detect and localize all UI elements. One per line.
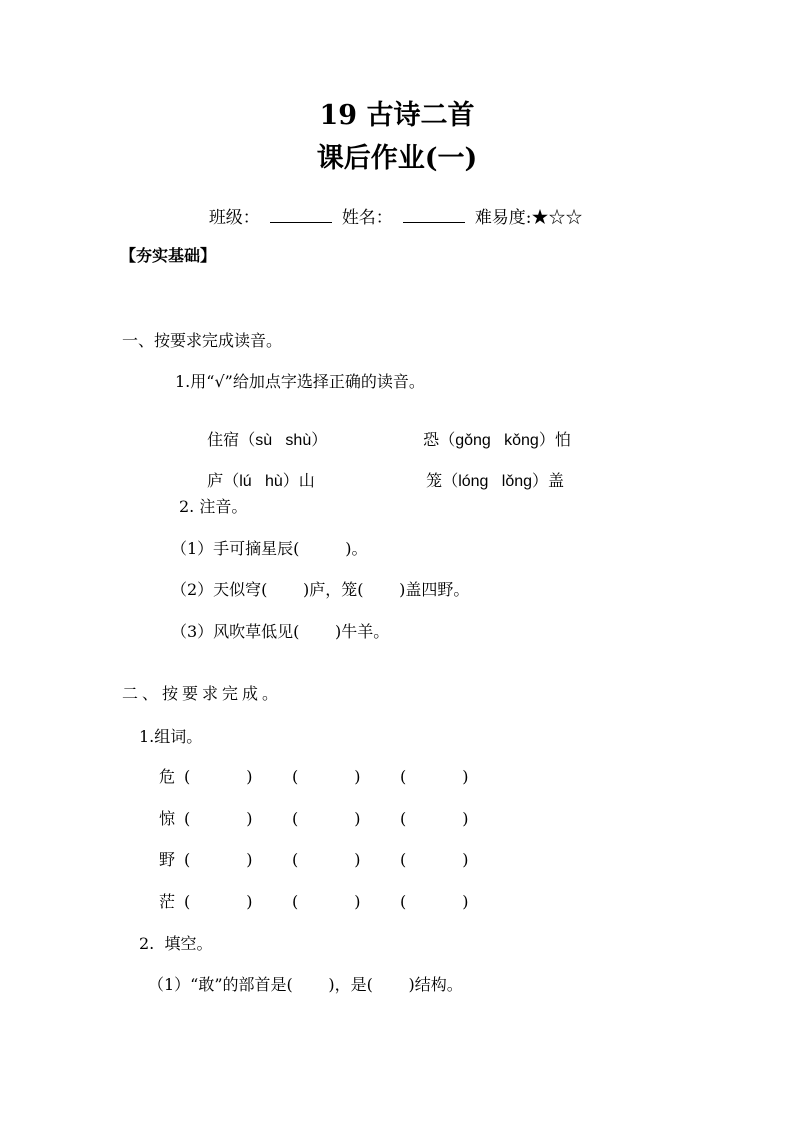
fill-blank-item[interactable]: （1）“敢”的部首是( )，是( )结构。 [148, 975, 463, 994]
word-blank[interactable]: ( ) [184, 850, 253, 869]
page-subtitle: 课后作业(一) [316, 143, 478, 174]
part1-heading: 一、按要求完成读音。 [122, 331, 283, 350]
difficulty-label: 难易度: [474, 208, 532, 228]
pinyin-word-suffix: 怕 [554, 430, 571, 449]
section-heading: 【夯实基础】 [120, 246, 217, 265]
name-blank[interactable] [403, 208, 465, 223]
phonetic-item[interactable]: （1）手可摘星辰( )。 [171, 539, 368, 558]
pinyin-word: 笼 [426, 471, 443, 490]
page-title: 19 古诗二首 [319, 100, 475, 131]
pinyin-word: 住宿 [207, 430, 240, 449]
word-group-char: 危 [159, 767, 176, 786]
pinyin-options[interactable]: （lú hù） [223, 473, 299, 490]
word-blank[interactable]: ( ) [400, 809, 469, 828]
word-blank[interactable]: ( ) [400, 892, 469, 911]
pinyin-item [197, 416, 327, 449]
part1-question-2: 2. 注音。 [179, 497, 248, 516]
pinyin-word: 恐 [423, 430, 440, 449]
class-blank[interactable] [270, 208, 332, 223]
word-group-char: 茫 [159, 892, 176, 911]
word-blank[interactable]: ( ) [400, 850, 469, 869]
word-group-char: 野 [159, 850, 176, 869]
word-blank[interactable]: ( ) [184, 809, 253, 828]
word-blank[interactable]: ( ) [400, 767, 469, 786]
phonetic-item[interactable]: （3）风吹草低见( )牛羊。 [171, 622, 390, 641]
pinyin-options[interactable]: （lóng lǒng） [442, 473, 549, 490]
word-blank[interactable]: ( ) [184, 767, 253, 786]
pinyin-item [197, 457, 315, 490]
word-blank[interactable]: ( ) [292, 850, 361, 869]
part2-heading: 二、按要求完成。 [122, 684, 283, 703]
part1-question-1: 1.用“√”给加点字选择正确的读音。 [175, 372, 425, 391]
word-blank[interactable]: ( ) [292, 767, 361, 786]
pinyin-word: 庐 [207, 471, 224, 490]
part2-question-1: 1.组词。 [139, 727, 203, 746]
pinyin-options[interactable]: （gǒng kǒng） [439, 432, 555, 449]
word-blank[interactable]: ( ) [292, 892, 361, 911]
part2-question-2: 2. 填空。 [139, 934, 213, 953]
name-label: 姓名： [341, 208, 393, 228]
class-label: 班级： [208, 208, 260, 228]
pinyin-word-suffix: 盖 [548, 471, 565, 490]
pinyin-item [416, 457, 564, 490]
pinyin-word-suffix: 山 [298, 471, 315, 490]
pinyin-item [413, 416, 571, 449]
word-blank[interactable]: ( ) [292, 809, 361, 828]
student-info-line [198, 191, 583, 227]
pinyin-options[interactable]: （sù shù） [239, 432, 328, 449]
difficulty-stars: ★☆☆ [531, 208, 583, 228]
word-blank[interactable]: ( ) [184, 892, 253, 911]
word-group-char: 惊 [159, 809, 176, 828]
phonetic-item[interactable]: （2）天似穹( )庐，笼( )盖四野。 [171, 580, 470, 599]
